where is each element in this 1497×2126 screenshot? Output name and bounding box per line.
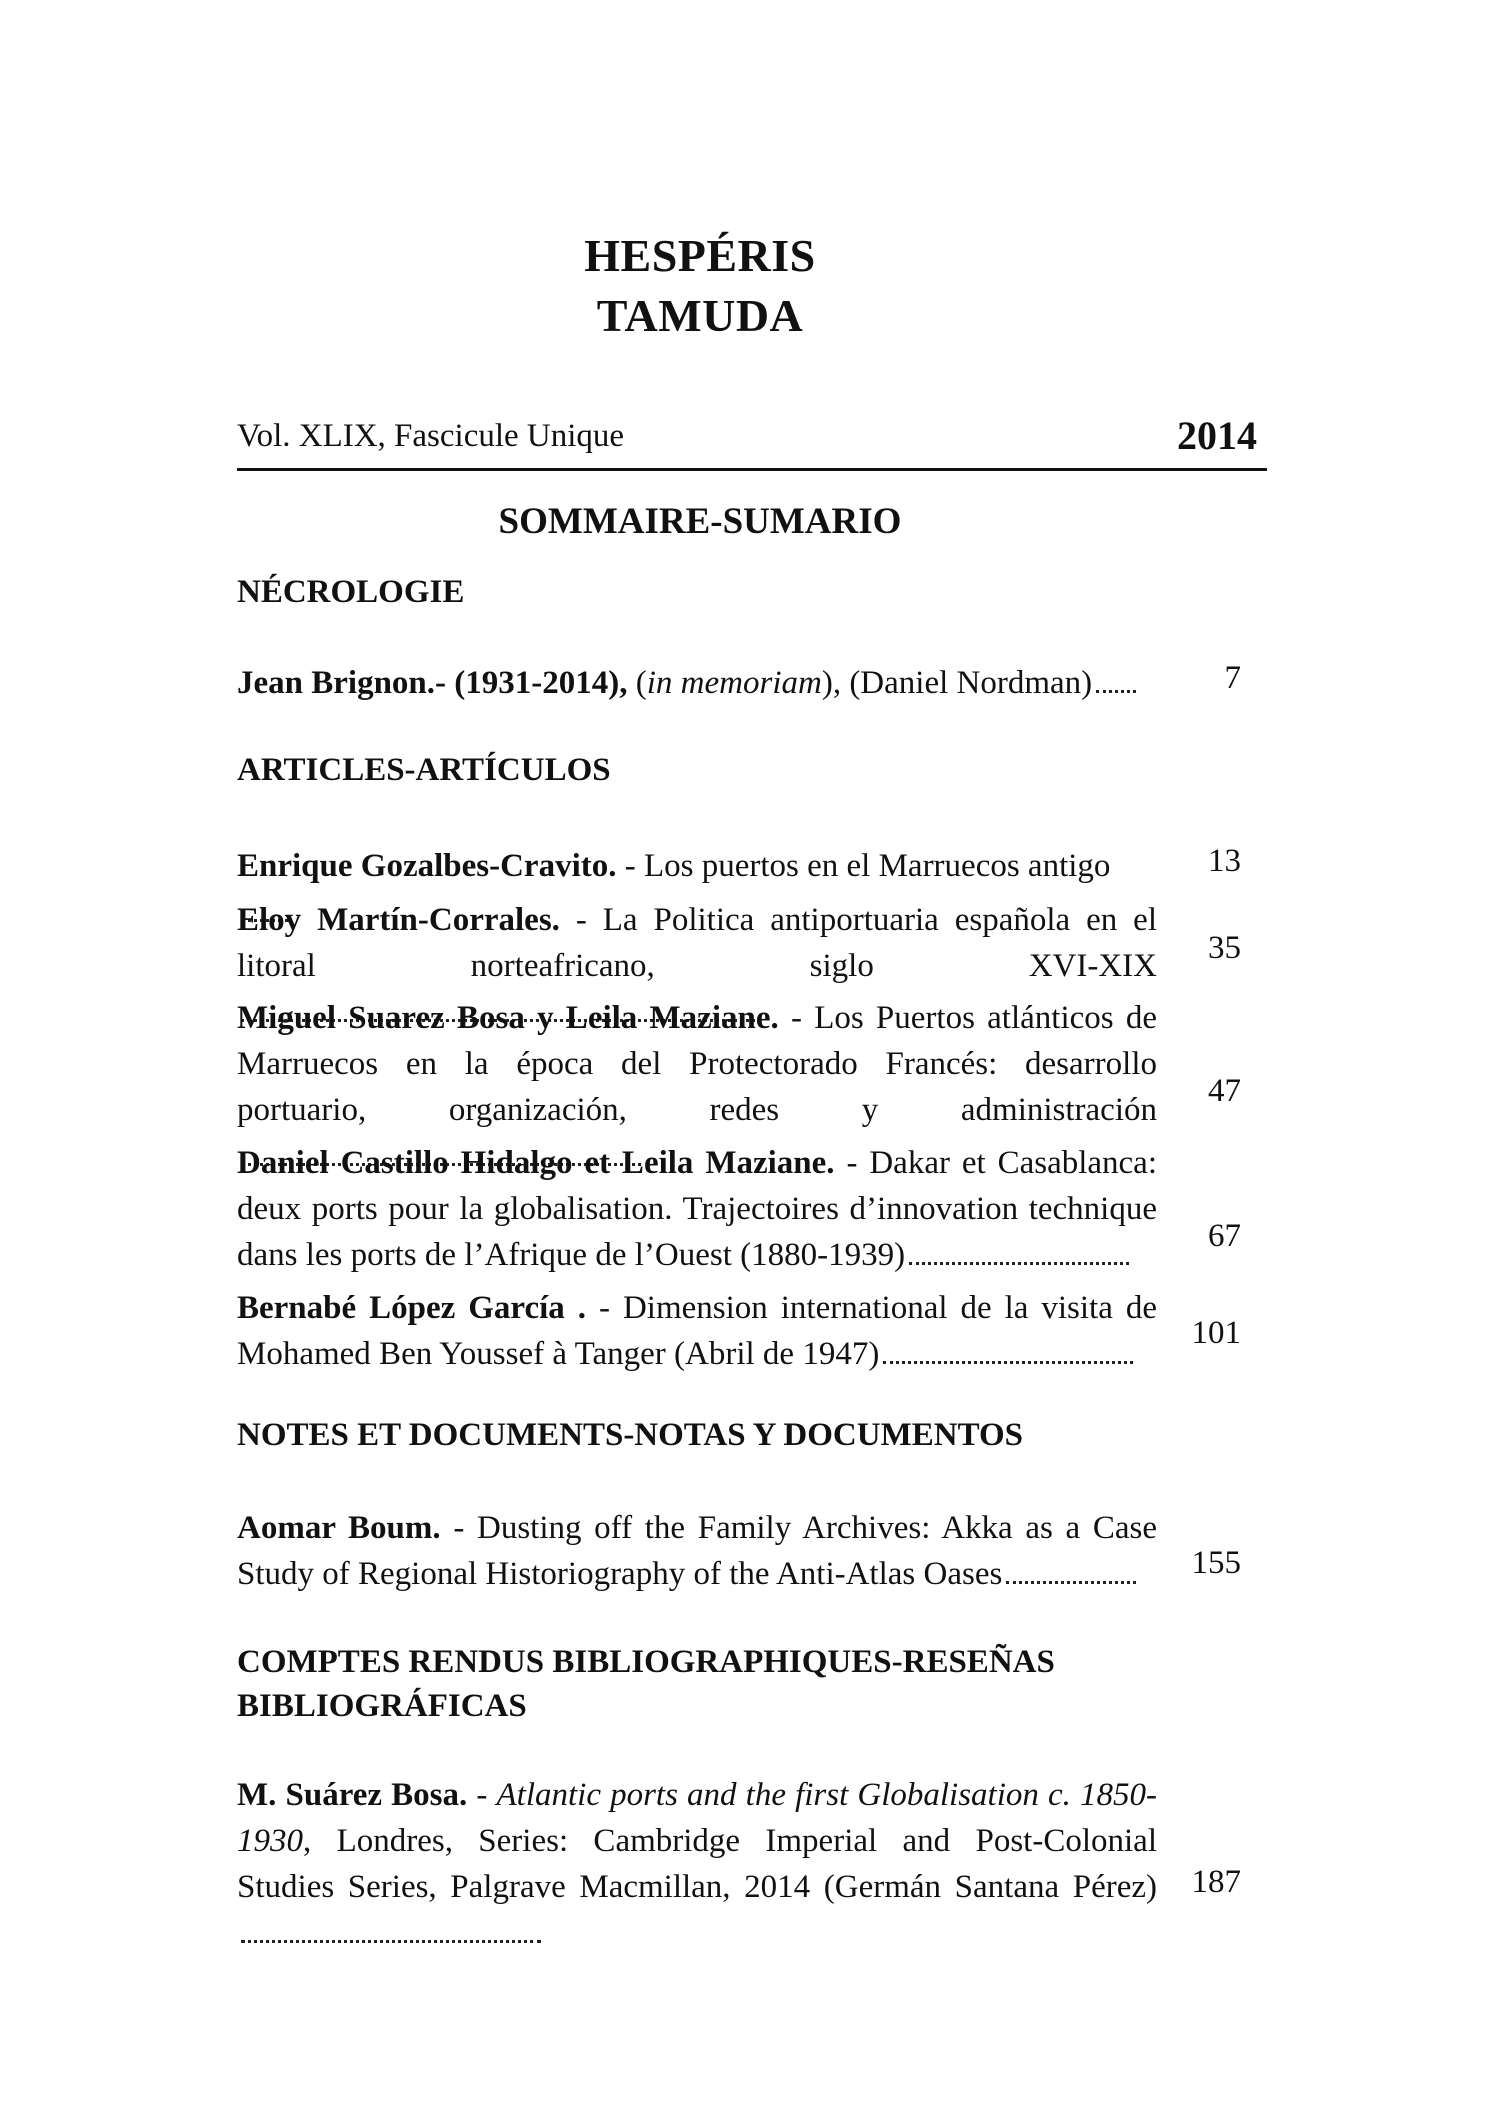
volume-header <box>237 413 1267 471</box>
dot-leader <box>1096 686 1136 693</box>
page-number: 47 <box>1208 1073 1241 1109</box>
entry-text: Bernabé López García . - Dimension international de la visita de Mohamed Ben Youssef à Tanger (Abril de 1947) <box>237 1290 1157 1372</box>
entry-author: Enrique Gozalbes-Cravito. <box>237 848 617 884</box>
entry-author: Miguel Suarez Bosa y Leila Maziane. <box>237 1000 779 1036</box>
journal-title-line2: TAMUDA <box>596 290 804 341</box>
entry-text: Enrique Gozalbes-Cravito. - Los puertos en el Marruecos antigo <box>237 843 1157 935</box>
section-comptes-line1: COMPTES RENDUS BIBLIOGRAPHIQUES-RESEÑAS <box>237 1644 1055 1680</box>
entry-author: Aomar Boum. <box>237 1510 441 1546</box>
journal-title-line1: HESPÉRIS <box>584 230 816 281</box>
entry-author: Bernabé López García . <box>237 1290 587 1326</box>
entry-text: Miguel Suarez Bosa y Leila Maziane. - Los Puertos atlánticos de Marruecos en la época del Protectorado Francés: desarrollo portuario, organización, redes y administración <box>237 995 1157 1179</box>
toc-entry-lopez[interactable] <box>237 1285 1157 1377</box>
entry-italic: Atlantic ports and the first Globalisation c. 1850-1930 <box>237 1777 1157 1859</box>
dot-leader <box>1006 1577 1136 1584</box>
entry-author: Daniel Castillo Hidalgo et Leila Maziane. <box>237 1145 835 1181</box>
toc-entry-bosa[interactable] <box>237 1772 1157 1956</box>
page-number: 187 <box>1191 1864 1241 1900</box>
entry-italic: in memoriam <box>646 665 822 701</box>
entry-text: M. Suárez Bosa. - Atlantic ports and the first Globalisation c. 1850-1930, Londres, Series: Cambridge Imperial and Post-Colonial Studies Series, Palgrave Macmillan, 2014 (Germán Santana Pérez) <box>237 1772 1157 1956</box>
entry-author: M. Suárez Bosa. <box>237 1777 468 1813</box>
dot-leader <box>909 1258 1129 1265</box>
toc-entry-brignon[interactable] <box>237 660 1157 706</box>
page-number: 35 <box>1208 930 1241 966</box>
entry-text: Eloy Martín-Corrales. - La Politica antiportuaria española en el litoral norteafricano, siglo XVI-XIX <box>237 897 1157 1035</box>
entry-text: Daniel Castillo Hidalgo et Leila Maziane. - Dakar et Casablanca: deux ports pour la globalisation. Trajectoires d’innovation technique dans les ports de l’Afrique de l’Ouest (1880-1939) <box>237 1145 1157 1273</box>
toc-entry-castillo[interactable] <box>237 1140 1157 1278</box>
page-number: 7 <box>1224 660 1241 696</box>
volume-year: 2014 <box>1177 413 1257 458</box>
section-notes: NOTES ET DOCUMENTS-NOTAS Y DOCUMENTOS <box>237 1417 1024 1453</box>
entry-text: Aomar Boum. - Dusting off the Family Archives: Akka as a Case Study of Regional Historiography of the Anti-Atlas Oases <box>237 1510 1157 1592</box>
section-comptes-rendus <box>237 1640 1187 1728</box>
journal-title <box>0 226 1400 346</box>
section-comptes-line2: BIBLIOGRÁFICAS <box>237 1688 527 1724</box>
section-necrologie: NÉCROLOGIE <box>237 574 465 610</box>
dot-leader <box>883 1357 1133 1364</box>
page-number: 101 <box>1191 1315 1241 1351</box>
dot-leader <box>241 1936 541 1943</box>
entry-author: Jean Brignon.- (1931-2014), <box>237 665 628 701</box>
toc-entry-boum[interactable] <box>237 1505 1157 1597</box>
entry-text: Jean Brignon.- (1931-2014), (in memoriam), (Daniel Nordman) <box>237 660 1157 706</box>
page-number: 155 <box>1191 1545 1241 1581</box>
contents-heading: SOMMAIRE-SUMARIO <box>498 501 902 542</box>
entry-author: Eloy Martín-Corrales. <box>237 902 560 938</box>
section-articles: ARTICLES-ARTÍCULOS <box>237 752 611 788</box>
volume-label: Vol. XLIX, Fascicule Unique <box>237 418 625 454</box>
page-number: 67 <box>1208 1218 1241 1254</box>
page-number: 13 <box>1208 843 1241 879</box>
